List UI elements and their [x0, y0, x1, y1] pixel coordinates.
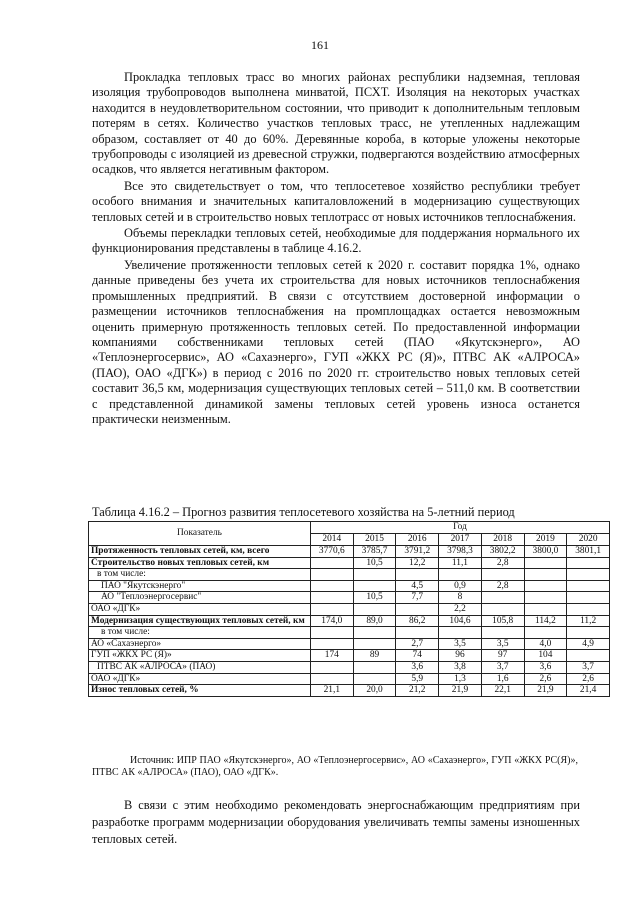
- page-number: 161: [311, 38, 329, 52]
- value-cell: [353, 580, 396, 592]
- value-cell: 105,8: [481, 615, 524, 627]
- table-row: [89, 569, 610, 581]
- value-cell: 86,2: [396, 615, 439, 627]
- header-year: Год: [310, 522, 609, 534]
- value-cell: [439, 627, 482, 639]
- table-header-row: [89, 522, 610, 534]
- value-cell: [310, 603, 353, 615]
- value-cell: 4,9: [567, 638, 610, 650]
- table-caption: Таблица 4.16.2 – Прогноз развития теплосетевого хозяйства на 5-летний период: [92, 505, 515, 519]
- value-cell: [524, 557, 567, 569]
- row-label: ПАО "Якутскэнерго": [89, 580, 311, 592]
- value-cell: 7,7: [396, 592, 439, 604]
- closing-paragraph: В связи с этим необходимо рекомендовать энергоснабжающим предприятиям при разработке программ модернизации оборудования увеличивать темпы замены изношенных тепловых сетей.: [92, 798, 580, 846]
- value-cell: 4,0: [524, 638, 567, 650]
- value-cell: 1,6: [481, 673, 524, 685]
- table-row: [89, 615, 610, 627]
- value-cell: 22,1: [481, 685, 524, 697]
- value-cell: 12,2: [396, 557, 439, 569]
- value-cell: 2,6: [567, 673, 610, 685]
- year-header: 2020: [567, 534, 610, 546]
- value-cell: [310, 673, 353, 685]
- value-cell: 21,1: [310, 685, 353, 697]
- value-cell: 89: [353, 650, 396, 662]
- year-header: 2018: [481, 534, 524, 546]
- year-header: 2019: [524, 534, 567, 546]
- value-cell: 3801,1: [567, 546, 610, 558]
- value-cell: [524, 627, 567, 639]
- value-cell: 3800,0: [524, 546, 567, 558]
- value-cell: [524, 603, 567, 615]
- value-cell: [396, 627, 439, 639]
- value-cell: 21,2: [396, 685, 439, 697]
- value-cell: [310, 580, 353, 592]
- row-label: АО "Теплоэнергосервис": [89, 592, 311, 604]
- value-cell: 2,8: [481, 580, 524, 592]
- row-label: АО «Сахаэнерго»: [89, 638, 311, 650]
- value-cell: [567, 592, 610, 604]
- value-cell: 3,5: [439, 638, 482, 650]
- value-cell: 3,5: [481, 638, 524, 650]
- row-label: ОАО «ДГК»: [89, 603, 311, 615]
- value-cell: 3785,7: [353, 546, 396, 558]
- table-row: [89, 638, 610, 650]
- value-cell: [310, 557, 353, 569]
- value-cell: [310, 592, 353, 604]
- row-label: Строительство новых тепловых сетей, км: [89, 557, 311, 569]
- value-cell: 3,7: [481, 661, 524, 673]
- row-label: в том числе:: [89, 569, 311, 581]
- value-cell: [567, 580, 610, 592]
- body-text: [92, 70, 580, 428]
- value-cell: [310, 661, 353, 673]
- row-label: ГУП «ЖКХ РС (Я)»: [89, 650, 311, 662]
- value-cell: [481, 569, 524, 581]
- value-cell: 96: [439, 650, 482, 662]
- value-cell: 1,3: [439, 673, 482, 685]
- value-cell: [567, 557, 610, 569]
- row-label: в том числе:: [89, 627, 311, 639]
- value-cell: [481, 627, 524, 639]
- value-cell: 4,5: [396, 580, 439, 592]
- value-cell: 21,9: [439, 685, 482, 697]
- value-cell: [310, 627, 353, 639]
- value-cell: 3,7: [567, 661, 610, 673]
- value-cell: [353, 638, 396, 650]
- value-cell: 114,2: [524, 615, 567, 627]
- value-cell: 3770,6: [310, 546, 353, 558]
- row-label: ОАО «ДГК»: [89, 673, 311, 685]
- value-cell: 3,8: [439, 661, 482, 673]
- value-cell: [567, 603, 610, 615]
- value-cell: [524, 592, 567, 604]
- value-cell: 2,7: [396, 638, 439, 650]
- value-cell: 2,8: [481, 557, 524, 569]
- table-row: [89, 603, 610, 615]
- value-cell: 11,2: [567, 615, 610, 627]
- paragraph-insulation: Прокладка тепловых трасс во многих районах республики надземная, тепловая изоляция трубопроводов выполнена минватой, ПСХТ. Изоляция на некоторых участках находится в неудовлетворительном состоянии, что приводит к дополнительным тепловым потерям в сетях. Количество участков тепловых трасс, не утепленных надлежащим образом, составляет от 40 до 60%. Деревянные короба, в которые уложены некоторые трубопроводы с изоляцией из древесной стружки, подвергаются воздействию атмосферных осадков, что является негативным фактором.: [92, 70, 580, 177]
- value-cell: [353, 603, 396, 615]
- value-cell: [567, 627, 610, 639]
- value-cell: 74: [396, 650, 439, 662]
- value-cell: 104,6: [439, 615, 482, 627]
- value-cell: 174: [310, 650, 353, 662]
- row-label: Модернизация существующих тепловых сетей, км: [89, 615, 311, 627]
- value-cell: 3802,2: [481, 546, 524, 558]
- table-row: [89, 580, 610, 592]
- value-cell: 10,5: [353, 592, 396, 604]
- value-cell: 3798,3: [439, 546, 482, 558]
- value-cell: [567, 650, 610, 662]
- value-cell: [310, 569, 353, 581]
- value-cell: [353, 661, 396, 673]
- value-cell: 97: [481, 650, 524, 662]
- paragraph-investment-need: Все это свидетельствует о том, что теплосетевое хозяйство республики требует особого внимания и значительных капиталовложений в модернизацию существующих тепловых сетей и в строительство новых теплотрасс от новых источников теплоснабжения.: [92, 178, 580, 224]
- table-source-note: Источник: ИПР ПАО «Якутскэнерго», АО «Теплоэнергосервис», АО «Сахаэнерго», ГУП «ЖКХ РС(Я)», ПТВС АК «АЛРОСА» (ПАО), ОАО «ДГК».: [92, 755, 578, 778]
- paragraph-network-growth: Увеличение протяженности тепловых сетей к 2020 г. составит порядка 1%, однако данные приведены без учета их строительства для новых источников теплоснабжения промышленных предприятий. В связи с отсутствием достоверной информации о размещении источников теплоснабжения на промплощадках остается невозможным оценить примерную протяженность тепловых сетей. По предоставленной информации компаниями собственниками тепловых сетей (ПАО «Якутскэнерго», АО «Теплоэнергосервис», АО «Сахаэнерго», ГУП «ЖКХ РС (Я)», ПТВС АК «АЛРОСА» (ПАО), ОАО «ДГК») в период с 2016 по 2020 гг. строительство новых тепловых сетей составит 36,5 км, модернизация существующих тепловых сетей – 511,0 км. В соответствии с представленной динамикой замены тепловых сетей уровень износа останется практически неизменным.: [92, 257, 580, 426]
- value-cell: 5,9: [396, 673, 439, 685]
- value-cell: 89,0: [353, 615, 396, 627]
- value-cell: [481, 603, 524, 615]
- value-cell: 174,0: [310, 615, 353, 627]
- year-header: 2017: [439, 534, 482, 546]
- value-cell: 3791,2: [396, 546, 439, 558]
- value-cell: [396, 603, 439, 615]
- header-indicator: Показатель: [89, 522, 311, 546]
- row-label: Протяженность тепловых сетей, км, всего: [89, 546, 311, 558]
- value-cell: 8: [439, 592, 482, 604]
- row-label: Износ тепловых сетей, %: [89, 685, 311, 697]
- paragraph-table-reference: Объемы перекладки тепловых сетей, необходимые для поддержания нормального их функционирования представлены в таблице 4.16.2.: [92, 226, 580, 256]
- forecast-table: [88, 521, 610, 697]
- year-header: 2014: [310, 534, 353, 546]
- value-cell: 2,2: [439, 603, 482, 615]
- value-cell: 3,6: [396, 661, 439, 673]
- value-cell: [524, 569, 567, 581]
- table-body: [89, 546, 610, 697]
- value-cell: [481, 592, 524, 604]
- value-cell: [353, 673, 396, 685]
- table-row: [89, 627, 610, 639]
- value-cell: [524, 580, 567, 592]
- table-row: [89, 650, 610, 662]
- value-cell: [353, 627, 396, 639]
- value-cell: [353, 569, 396, 581]
- table-row: [89, 673, 610, 685]
- table-row: [89, 685, 610, 697]
- value-cell: 10,5: [353, 557, 396, 569]
- year-header: 2015: [353, 534, 396, 546]
- value-cell: 104: [524, 650, 567, 662]
- value-cell: 0,9: [439, 580, 482, 592]
- value-cell: 3,6: [524, 661, 567, 673]
- value-cell: 2,6: [524, 673, 567, 685]
- value-cell: [567, 569, 610, 581]
- value-cell: 21,4: [567, 685, 610, 697]
- row-label: ПТВС АК «АЛРОСА» (ПАО): [89, 661, 311, 673]
- value-cell: [439, 569, 482, 581]
- table-row: [89, 557, 610, 569]
- year-header: 2016: [396, 534, 439, 546]
- table-row: [89, 661, 610, 673]
- value-cell: 20,0: [353, 685, 396, 697]
- value-cell: [396, 569, 439, 581]
- value-cell: 21,9: [524, 685, 567, 697]
- table-row: [89, 592, 610, 604]
- value-cell: 11,1: [439, 557, 482, 569]
- table-row: [89, 546, 610, 558]
- value-cell: [310, 638, 353, 650]
